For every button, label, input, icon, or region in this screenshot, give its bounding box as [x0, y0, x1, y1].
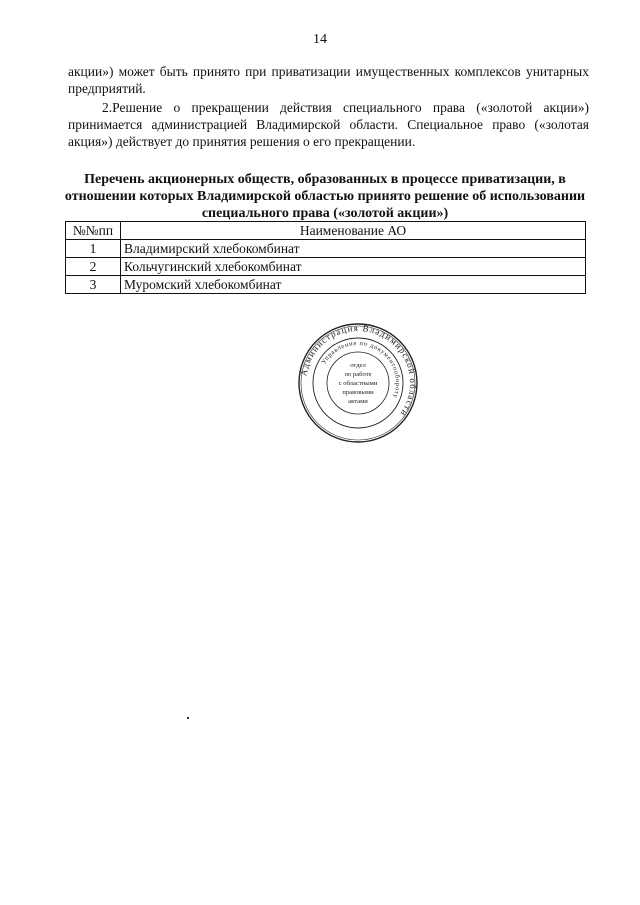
scan-artifact-dot	[187, 717, 189, 719]
list-heading: Перечень акционерных обществ, образованных в процессе приватизации, в отношении которых Владимирской областью принято решение об использовании специального права («золотой акции»)	[64, 172, 586, 221]
stamp-outer-text: Администрация Владимирской области	[298, 322, 419, 419]
table-row	[66, 276, 586, 294]
stamp-center-line: актами	[348, 398, 368, 405]
row-number: 3	[66, 276, 121, 294]
stamp-center-line: правовыми	[342, 389, 374, 396]
table-header-row	[66, 222, 586, 240]
company-name: Кольчугинский хлебокомбинат	[121, 258, 586, 276]
official-stamp	[297, 322, 419, 444]
company-name: Владимирский хлебокомбинат	[121, 240, 586, 258]
stamp-inner-ring-text: Управление по документообороту	[320, 339, 402, 400]
stamp-center-line: отдел	[350, 362, 366, 369]
table-row	[66, 240, 586, 258]
table-row	[66, 258, 586, 276]
paragraph-continuation: акции») может быть принято при приватизации имущественных комплексов унитарных предприятий.	[68, 64, 589, 96]
companies-table	[65, 221, 586, 294]
page-number: 14	[313, 32, 327, 47]
column-header-number: №№пп	[66, 222, 121, 240]
column-header-name: Наименование АО	[121, 222, 586, 240]
row-number: 1	[66, 240, 121, 258]
stamp-center-line: с областными	[338, 380, 378, 387]
row-number: 2	[66, 258, 121, 276]
company-name: Муромский хлебокомбинат	[121, 276, 586, 294]
stamp-center-line: по работе	[344, 371, 372, 378]
paragraph-item-2: 2.Решение о прекращении действия специального права («золотой акции») принимается администрацией Владимирской области. Специальное право («золотая акция») действует до принятия решения о его прекращении.	[68, 100, 589, 149]
stamp-center-text	[339, 362, 378, 405]
